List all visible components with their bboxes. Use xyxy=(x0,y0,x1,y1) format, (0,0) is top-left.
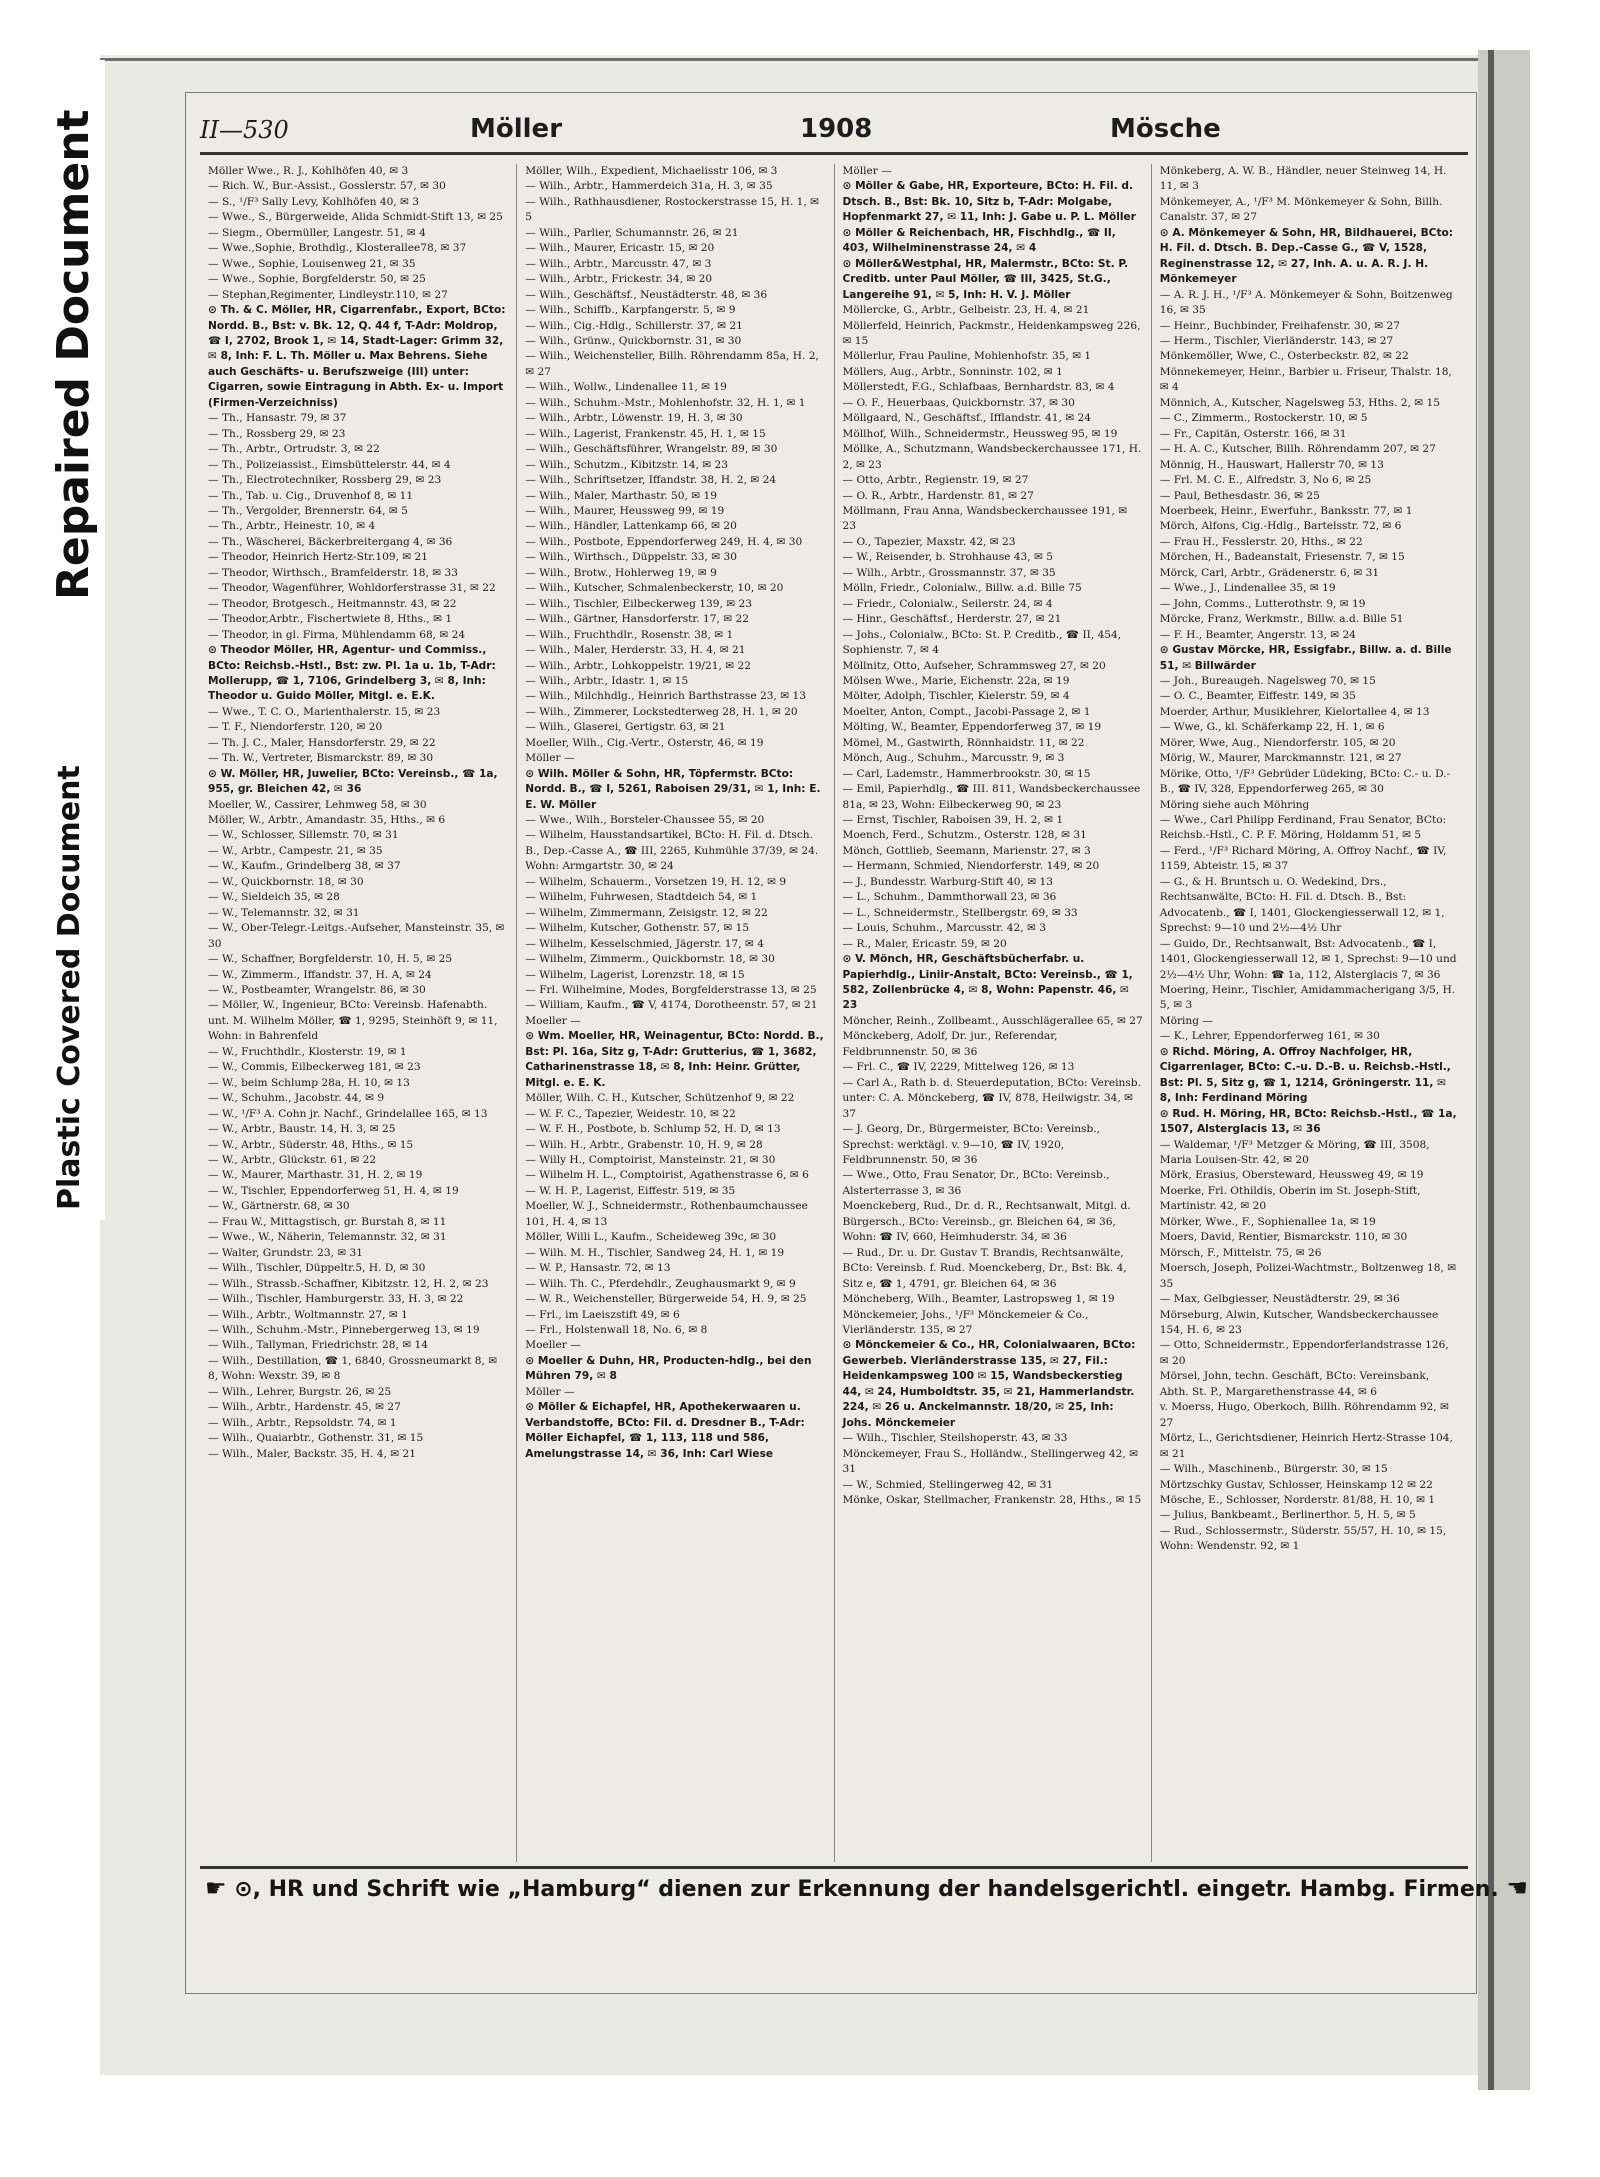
directory-entry: — Wilh., Maler, Marthastr. 50, ✉ 19 xyxy=(525,489,717,502)
header-last-name: Mösche xyxy=(1110,114,1221,144)
directory-entry: — Wilh., Postbote, Eppendorferweg 249, H. 4, ✉ 30 xyxy=(525,535,803,548)
page-footer xyxy=(205,1874,1528,1914)
directory-entry: Mönnich, A., Kutscher, Nagelsweg 53, Hths. 2, ✉ 15 xyxy=(1159,396,1440,409)
directory-entry: ⊙ Th. & C. Möller, HR, Cigarrenfabr., Export, BCto: Nordd. B., Bst: v. Bk. 12, Q. 44 f, T-Adr: Moldrop, ☎ I, 2702, Brook 1, ✉ 14, Stadt-Lager: Grimm 32, ✉ 8, Inh: F. L. Th. Möller u. Max Behrens. Siehe auch Geschäfts- u. Berufszweige (III) unter: Cigarren, sowie Eintragung in Abth. Ex- u. Import (Firmen-Verzeichniss) xyxy=(208,304,506,409)
directory-entry: — Wwe., Carl Philipp Ferdinand, Frau Senator, BCto: Reichsb.-Hstl., C. P. F. Möring, Holdamm 51, ✉ 5 xyxy=(1159,814,1447,842)
directory-entry: Möllerfeld, Heinrich, Packmstr., Heidenkampsweg 226, ✉ 15 xyxy=(842,319,1141,347)
directory-entry: — Wilh., Schuhm.-Mstr., Pinnebergerweg 13, ✉ 19 xyxy=(208,1323,480,1336)
directory-entry: Mörsch, F., Mittelstr. 75, ✉ 26 xyxy=(1159,1246,1322,1259)
directory-entry: Mörtz, L., Gerichtsdiener, Heinrich Hertz-Strasse 104, ✉ 21 xyxy=(1159,1432,1453,1460)
right-scan-edge xyxy=(1488,50,1494,2090)
directory-entry: — O. C., Beamter, Eiffestr. 149, ✉ 35 xyxy=(1159,690,1356,703)
directory-entry: Möllhof, Wilh., Schneidermstr., Heussweg 95, ✉ 19 xyxy=(842,427,1118,440)
directory-entry: — Wilh., Glaserei, Gertigstr. 63, ✉ 21 xyxy=(525,721,726,734)
directory-entry: — Frl. M. C. E., Alfredstr. 3, No 6, ✉ 25 xyxy=(1159,474,1372,487)
directory-entry: — Julius, Bankbeamt., Berlinerthor. 5, H. 5, ✉ 5 xyxy=(1159,1509,1416,1522)
directory-entry: — Th., Tab. u. Cig., Druvenhof 8, ✉ 11 xyxy=(208,489,414,502)
header-first-name: Möller xyxy=(470,114,563,144)
scan-top-edge xyxy=(100,58,1500,61)
directory-entry: — Wilh., Schuhm.-Mstr., Mohlenhofstr. 32, H. 1, ✉ 1 xyxy=(525,396,806,409)
directory-entry: Mönch, Gottlieb, Seemann, Marienstr. 27, ✉ 3 xyxy=(842,844,1091,857)
directory-entry: — W., Ober-Telegr.-Leitgs.-Aufseher, Mansteinstr. 35, ✉ 30 xyxy=(208,922,505,950)
directory-entry: — W., Maurer, Marthastr. 31, H. 2, ✉ 19 xyxy=(208,1169,423,1182)
directory-entry: — Wwe., J., Lindenallee 35, ✉ 19 xyxy=(1159,582,1336,595)
directory-entry: — W. H. P., Lagerist, Eiffestr. 519, ✉ 35 xyxy=(525,1184,736,1197)
directory-entry: Moering, Heinr., Tischler, Amidammacherigang 3/5, H. 5, ✉ 3 xyxy=(1159,984,1456,1012)
directory-entry: — Wilh., Fruchthdlr., Rosenstr. 38, ✉ 1 xyxy=(525,628,734,641)
directory-entry: Möllercke, G., Arbtr., Gelbeistr. 23, H. 4, ✉ 21 xyxy=(842,304,1090,317)
directory-entry: — L., Schuhm., Dammthorwall 23, ✉ 36 xyxy=(842,891,1057,904)
directory-entry: — Wilh., Wollw., Lindenallee 11, ✉ 19 xyxy=(525,381,727,394)
directory-entry: — Möller, W., Ingenieur, BCto: Vereinsb. Hafenabth. unt. M. Wilhelm Möller, ☎ 1, 9295, Steinhöft 9, ✉ 11, Wohn: in Bahrenfeld xyxy=(208,999,498,1043)
directory-entry: — Wilh., Zimmerer, Lockstedterweg 28, H. 1, ✉ 20 xyxy=(525,705,798,718)
directory-entry: — Wilh., Maler, Backstr. 35, H. 4, ✉ 21 xyxy=(208,1447,416,1460)
directory-entry: — L., Schneidermstr., Stellbergstr. 69, ✉ 33 xyxy=(842,906,1078,919)
directory-entry: — Wilhelm, Kutscher, Gothenstr. 57, ✉ 15 xyxy=(525,922,750,935)
directory-entry: — Wilh. Th. C., Pferdehdlr., Zeughausmarkt 9, ✉ 9 xyxy=(525,1277,796,1290)
directory-entry: Mönckemeier, Johs., ¹/F³ Mönckemeier & Co., Vierländerstr. 135, ✉ 27 xyxy=(842,1308,1089,1336)
directory-entry: — Wilh., Lehrer, Burgstr. 26, ✉ 25 xyxy=(208,1385,392,1398)
directory-entry: — W., Arbtr., Campestr. 21, ✉ 35 xyxy=(208,844,383,857)
directory-entry: — H. A. C., Kutscher, Billh. Röhrendamm 207, ✉ 27 xyxy=(1159,443,1436,456)
directory-entry: — Theodor, Brotgesch., Heitmannstr. 43, ✉ 22 xyxy=(208,597,457,610)
directory-entry: Moenckeberg, Rud., Dr. d. R., Rechtsanwalt, Mitgl. d. Bürgersch., BCto: Vereinsb., gr. Bleichen 64, ✉ 36, Wohn: ☎ IV, 660, Heimhuderstr. 34, ✉ 36 xyxy=(842,1200,1131,1244)
directory-entry: — Wwe.,Sophie, Brothdlg., Klosterallee78, ✉ 37 xyxy=(208,242,467,255)
directory-entry: — Wilh., Maurer, Heussweg 99, ✉ 19 xyxy=(525,504,725,517)
directory-entry: — Wilh., Quaiarbtr., Gothenstr. 31, ✉ 15 xyxy=(208,1432,424,1445)
directory-entry: — Th., Polizeiassist., Eimsbüttelerstr. 44, ✉ 4 xyxy=(208,458,451,471)
directory-entry: Mölln, Friedr., Colonialw., Billw. a.d. Bille 75 xyxy=(842,582,1082,595)
directory-entry: ⊙ Moeller & Duhn, HR, Producten-hdlg., bei den Mühren 79, ✉ 8 xyxy=(525,1354,812,1383)
directory-entry: — Wilh., Tischler, Steilshoperstr. 43, ✉ 33 xyxy=(842,1432,1068,1445)
directory-entry: — Th., Wäscherei, Bäckerbreitergang 4, ✉ 36 xyxy=(208,535,453,548)
directory-entry: — Hinr., Geschäftsf., Herderstr. 27, ✉ 21 xyxy=(842,613,1062,626)
directory-entry: ⊙ Möller&Westphal, HR, Malermstr., BCto: St. P. Creditb. unter Paul Möller, ☎ III, 3425, St.G., Langereihe 91, ✉ 5, Inh: H. V. J. Möller xyxy=(842,257,1129,301)
directory-entry: — W., Reisender, b. Strohhause 43, ✉ 5 xyxy=(842,551,1053,564)
directory-entry: Möller — xyxy=(525,752,575,765)
directory-entry: — Wilhelm, Zimmerm., Quickbornstr. 18, ✉ 30 xyxy=(525,953,775,966)
directory-entry: — O. R., Arbtr., Hardenstr. 81, ✉ 27 xyxy=(842,489,1034,502)
directory-entry: — Wilhelm H. L., Comptoirist, Agathenstrasse 6, ✉ 6 xyxy=(525,1169,809,1182)
directory-entry: — Wilh., Tischler, Eilbeckerweg 139, ✉ 23 xyxy=(525,597,752,610)
directory-entry: Möller — xyxy=(525,1385,575,1398)
directory-entry: — W., Commis, Eilbeckerweg 181, ✉ 23 xyxy=(208,1061,421,1074)
directory-entry: Möncheberg, Wilh., Beamter, Lastropsweg 1, ✉ 19 xyxy=(842,1293,1115,1306)
directory-entry: Möllers, Aug., Arbtr., Sonninstr. 102, ✉ 1 xyxy=(842,365,1063,378)
directory-entry: Möllnitz, Otto, Aufseher, Schrammsweg 27, ✉ 20 xyxy=(842,659,1106,672)
directory-entry: — F. H., Beamter, Angerstr. 13, ✉ 24 xyxy=(1159,628,1356,641)
directory-entry: — Wilh., Wirthsch., Düppelstr. 33, ✉ 30 xyxy=(525,551,737,564)
directory-entry: — A. R. J. H., ¹/F³ A. Mönkemeyer & Sohn, Boitzenweg 16, ✉ 35 xyxy=(1159,288,1453,317)
directory-entry: Möllgaard, N., Geschäftsf., Ifflandstr. 41, ✉ 24 xyxy=(842,412,1091,425)
directory-entry: — Wilh., Händler, Lattenkamp 66, ✉ 20 xyxy=(525,520,737,533)
directory-entry: Mörcke, Franz, Werkmstr., Billw. a.d. Bille 51 xyxy=(1159,613,1404,626)
directory-entry: — J. Georg, Dr., Bürgermeister, BCto: Vereinsb., Sprechst: werktägl. v. 9—10, ☎ IV, 1920, Feldbrunnenstr. 50, ✉ 36 xyxy=(842,1123,1100,1166)
directory-entry: — W., Telemannstr. 32, ✉ 31 xyxy=(208,906,360,919)
directory-entry: Mölsen Wwe., Marie, Eichenstr. 22a, ✉ 19 xyxy=(842,674,1070,687)
directory-entry: Möller Wwe., R. J., Kohlhöfen 40, ✉ 3 xyxy=(208,165,409,177)
directory-entry: Mörker, Wwe., F., Sophienallee 1a, ✉ 19 xyxy=(1159,1215,1376,1228)
directory-entry: — Carl A., Rath b. d. Steuerdeputation, BCto: Vereinsb. unter: C. A. Mönckeberg, ☎ IV, 878, Heilwigstr. 34, ✉ 37 xyxy=(842,1076,1141,1120)
directory-entry: — Siegm., Obermüller, Langestr. 51, ✉ 4 xyxy=(208,226,426,239)
directory-entry: — W., beim Schlump 28a, H. 10, ✉ 13 xyxy=(208,1076,410,1089)
directory-entry: Möllerstedt, F.G., Schlafbaas, Bernhardstr. 83, ✉ 4 xyxy=(842,381,1115,394)
directory-entry: — William, Kaufm., ☎ V, 4174, Dorotheenstr. 57, ✉ 21 xyxy=(525,999,818,1012)
directory-entry: — Wwe, G., kl. Schäferkamp 22, H. 1, ✉ 6 xyxy=(1159,721,1385,734)
directory-entry: Möller, Willi L., Kaufm., Scheideweg 39c, ✉ 30 xyxy=(525,1231,777,1244)
directory-entry: — Wilh., Maler, Herderstr. 33, H. 4, ✉ 21 xyxy=(525,644,746,657)
directory-entry: ⊙ Möller & Reichenbach, HR, Fischhdlg., ☎ II, 403, Wilhelminenstrasse 24, ✉ 4 xyxy=(842,226,1116,255)
directory-entry: — W., Sieldeich 35, ✉ 28 xyxy=(208,891,340,904)
directory-entry: — Theodor, Wirthsch., Bramfelderstr. 18, ✉ 33 xyxy=(208,566,458,579)
header-year: 1908 xyxy=(800,114,873,144)
directory-entry: — J., Bundesstr. Warburg-Stift 40, ✉ 13 xyxy=(842,875,1053,888)
directory-entry: — Wwe., T. C. O., Marienthalerstr. 15, ✉ 23 xyxy=(208,705,441,718)
side-banner xyxy=(0,60,105,1220)
directory-entry: Möller, Wilh., Expedient, Michaelisstr 106, ✉ 3 xyxy=(525,165,778,177)
directory-entry: — C., Zimmerm., Rostockerstr. 10, ✉ 5 xyxy=(1159,412,1368,425)
directory-entry: — Herm., Tischler, Vierländerstr. 143, ✉ 27 xyxy=(1159,334,1394,347)
directory-entry: — Wilh., Arbtr., Repsoldstr. 74, ✉ 1 xyxy=(208,1416,397,1429)
directory-entry: Mömel, M., Gastwirth, Rönnhaidstr. 11, ✉ 22 xyxy=(842,736,1085,749)
directory-entry: — Guido, Dr., Rechtsanwalt, Bst: Advocatenb., ☎ I, 1401, Glockengiesserwall 12, ✉ 1, Sprechst: 9—10 und 2½—4½ Uhr, Wohn: ☎ 1a, 112, Alsterglacis 7, ✉ 36 xyxy=(1159,937,1457,981)
directory-entry: — Wilh., Arbtr., Löwenstr. 19, H. 3, ✉ 30 xyxy=(525,412,743,425)
directory-entry: Mönkeberg, A. W. B., Händler, neuer Steinweg 14, H. 11, ✉ 3 xyxy=(1159,165,1447,193)
directory-entry: — Waldemar, ¹/F³ Metzger & Möring, ☎ III, 3508, Maria Louisen-Str. 42, ✉ 20 xyxy=(1159,1138,1430,1166)
directory-entry: — W. F. C., Tapezier, Weidestr. 10, ✉ 22 xyxy=(525,1107,736,1120)
directory-entry: ⊙ Möller & Eichapfel, HR, Apothekerwaaren u. Verbandstoffe, BCto: Fil. d. Dresdner B., T-Adr: Möller Eichapfel, ☎ 1, 113, 118 und 586, Amelungstrasse 14, ✉ 36, Inh: Carl Wiese xyxy=(525,1401,805,1460)
directory-entry: — Theodor, Heinrich Hertz-Str.109, ✉ 21 xyxy=(208,551,429,564)
directory-entry: — Wwe., Otto, Frau Senator, Dr., BCto: Vereinsb., Alsterterrasse 3, ✉ 36 xyxy=(842,1169,1110,1197)
directory-entry: — Wilh., Arbtr., Lohkoppelstr. 19/21, ✉ 22 xyxy=(525,659,751,672)
directory-entry: Möring — xyxy=(1159,1014,1213,1027)
directory-entry: Möncher, Reinh., Zollbeamt., Ausschlägerallee 65, ✉ 27 xyxy=(842,1014,1143,1027)
column-3 xyxy=(834,164,1151,1862)
directory-entry: — Wilhelm, Schauerm., Vorsetzen 19, H. 12, ✉ 9 xyxy=(525,875,787,888)
footer-rule xyxy=(200,1866,1468,1869)
directory-entry: Mönckemeyer, Frau S., Holländw., Stellingerweg 42, ✉ 31 xyxy=(842,1447,1138,1476)
directory-entry: — Frau H., Fesslerstr. 20, Hths., ✉ 22 xyxy=(1159,535,1363,548)
directory-entry: — Wilh. H., Arbtr., Grabenstr. 10, H. 9, ✉ 28 xyxy=(525,1138,763,1151)
directory-entry: — K., Lehrer, Eppendorferweg 161, ✉ 30 xyxy=(1159,1030,1380,1043)
directory-entry: Möllmann, Frau Anna, Wandsbeckerchaussee 191, ✉ 23 xyxy=(842,504,1128,533)
directory-entry: — Wilh., Arbtr., Hardenstr. 45, ✉ 27 xyxy=(208,1401,401,1414)
directory-entry: — Wilh., Parlier, Schumannstr. 26, ✉ 21 xyxy=(525,226,739,239)
directory-entry: — W., Tischler, Eppendorferweg 51, H. 4, ✉ 19 xyxy=(208,1184,459,1197)
directory-entry: — Wwe., Sophie, Borgfelderstr. 50, ✉ 25 xyxy=(208,273,426,286)
directory-entry: ⊙ Gustav Mörcke, HR, Essigfabr., Billw. a. d. Bille 51, ✉ Billwärder xyxy=(1159,644,1452,672)
directory-entry: — W., Arbtr., Baustr. 14, H. 3, ✉ 25 xyxy=(208,1123,396,1136)
directory-entry: — John, Comms., Lutterothstr. 9, ✉ 19 xyxy=(1159,597,1366,610)
directory-entry: Moerke, Frl. Othildis, Oberin im St. Joseph-Stift, Martinistr. 42, ✉ 20 xyxy=(1159,1184,1421,1213)
directory-entry: Möllke, A., Schutzmann, Wandsbeckerchaussee 171, H. 2, ✉ 23 xyxy=(842,443,1142,471)
directory-columns xyxy=(200,164,1468,1862)
directory-entry: — T. F., Niendorferstr. 120, ✉ 20 xyxy=(208,721,383,734)
directory-entry: Mörsel, John, techn. Geschäft, BCto: Vereinsbank, Abth. St. P., Margarethenstrasse 44, ✉ 6 xyxy=(1159,1370,1430,1398)
directory-entry: ⊙ W. Möller, HR, Juwelier, BCto: Vereinsb., ☎ 1a, 955, gr. Bleichen 42, ✉ 36 xyxy=(208,767,498,796)
plastic-covered-label: Plastic Covered Document xyxy=(52,765,87,1210)
column-2 xyxy=(516,164,833,1862)
directory-entry: — W., ¹/F³ A. Cohn jr. Nachf., Grindelallee 165, ✉ 13 xyxy=(208,1107,488,1120)
directory-entry: — Joh., Bureaugeh. Nagelsweg 70, ✉ 15 xyxy=(1159,674,1376,687)
directory-entry: — W. R., Weichensteller, Bürgerweide 54, H. 9, ✉ 25 xyxy=(525,1293,807,1306)
directory-entry: — W., Postbeamter, Wrangelstr. 86, ✉ 30 xyxy=(208,984,426,997)
directory-entry: — Wilh., Cig.-Hdlg., Schillerstr. 37, ✉ 21 xyxy=(525,319,743,332)
directory-entry: — Otto, Schneidermstr., Eppendorferlandstrasse 126, ✉ 20 xyxy=(1159,1339,1449,1367)
directory-entry: — Louis, Schuhm., Marcusstr. 42, ✉ 3 xyxy=(842,922,1047,935)
directory-entry: Möller, Wilh. C. H., Kutscher, Schützenhof 9, ✉ 22 xyxy=(525,1092,795,1105)
directory-entry: Mönckeberg, Adolf, Dr. jur., Referendar, Feldbrunnenstr. 50, ✉ 36 xyxy=(842,1030,1058,1058)
directory-entry: — Wilh., Arbtr., Idastr. 1, ✉ 15 xyxy=(525,674,689,687)
directory-entry: — G., & H. Bruntsch u. O. Wedekind, Drs., Rechtsanwälte, BCto: H. Fil. d. Dtsch. B., Bst: Advocatenb., ☎ I, 1401, Glockengiesserwall 12, ✉ 1, Sprechst: 9—10 und 2½—4½ Uhr xyxy=(1159,875,1445,935)
directory-entry: — Hermann, Schmied, Niendorferstr. 149, ✉ 20 xyxy=(842,860,1100,873)
directory-entry: — Ferd., ¹/F³ Richard Möring, A. Offroy Nachf., ☎ IV, 1159, Abteistr. 15, ✉ 37 xyxy=(1159,844,1447,873)
directory-entry: — S., ¹/F³ Sally Levy, Kohlhöfen 40, ✉ 3 xyxy=(208,195,420,208)
directory-entry: — Ernst, Tischler, Raboisen 39, H. 2, ✉ 1 xyxy=(842,814,1064,827)
directory-entry: Moerder, Arthur, Musiklehrer, Kielortallee 4, ✉ 13 xyxy=(1159,705,1430,718)
directory-entry: — Wilh., Grünw., Quickbornstr. 31, ✉ 30 xyxy=(525,334,742,347)
directory-entry: Mörig, W., Maurer, Marckmannstr. 121, ✉ 27 xyxy=(1159,752,1402,765)
directory-entry: Moelter, Anton, Compt., Jacobi-Passage 2, ✉ 1 xyxy=(842,705,1091,718)
directory-entry: — Rud., Dr. u. Dr. Gustav T. Brandis, Rechtsanwälte, BCto: Vereinsb. f. Rud. Moenckeberg, Dr., Bst: Bk. 4, Sitz e, ☎ 1, 4791, gr. Bleichen 64, ✉ 36 xyxy=(842,1246,1127,1290)
directory-entry: — Rud., Schlossermstr., Süderstr. 55/57, H. 10, ✉ 15, Wohn: Wendenstr. 92, ✉ 1 xyxy=(1159,1524,1447,1553)
directory-entry: — Paul, Bethesdastr. 36, ✉ 25 xyxy=(1159,489,1320,502)
directory-entry: — Johs., Colonialw., BCto: St. P. Creditb., ☎ II, 454, Sophienstr. 7, ✉ 4 xyxy=(842,628,1122,657)
directory-entry: ⊙ Möller & Gabe, HR, Exporteure, BCto: H. Fil. d. Dtsch. B., Bst: Bk. 10, Sitz b, T-Adr: Molgabe, Hopfenmarkt 27, ✉ 11, Inh: J. Gabe u. P. L. Möller xyxy=(842,180,1136,224)
directory-entry: Moeller, W. J., Schneidermstr., Rothenbaumchaussee 101, H. 4, ✉ 13 xyxy=(525,1200,808,1228)
directory-entry: — W., Schaffner, Borgfelderstr. 10, H. 5, ✉ 25 xyxy=(208,953,453,966)
directory-entry: Mönnekemeyer, Heinr., Barbier u. Friseur, Thalstr. 18, ✉ 4 xyxy=(1159,365,1452,394)
directory-entry: — W., Kaufm., Grindelberg 38, ✉ 37 xyxy=(208,860,401,873)
directory-entry: — Max, Gelbgiesser, Neustädterstr. 29, ✉ 36 xyxy=(1159,1293,1400,1306)
directory-entry: — Wilh., Geschäftsf., Neustädterstr. 48, ✉ 36 xyxy=(525,288,768,301)
directory-entry: Mörer, Wwe, Aug., Niendorferstr. 105, ✉ 20 xyxy=(1159,736,1396,749)
directory-entry: Moeller, Wilh., Cig.-Vertr., Osterstr, 46, ✉ 19 xyxy=(525,736,764,749)
directory-entry: ⊙ Rud. H. Möring, HR, BCto: Reichsb.-Hstl., ☎ 1a, 1507, Alsterglacis 13, ✉ 36 xyxy=(1159,1107,1457,1136)
directory-entry: — Friedr., Colonialw., Seilerstr. 24, ✉ 4 xyxy=(842,597,1053,610)
directory-entry: — Th., Arbtr., Ortrudstr. 3, ✉ 22 xyxy=(208,443,380,456)
footer-note: ⊙, HR und Schrift wie „Hamburg“ dienen zur Erkennung der handelsgerichtl. eingetr. Hambg. Firmen. xyxy=(234,1877,1499,1902)
directory-entry: — Wwe., Sophie, Louisenweg 21, ✉ 35 xyxy=(208,257,416,270)
directory-entry: Moers, David, Rentier, Bismarckstr. 110, ✉ 30 xyxy=(1159,1231,1408,1244)
directory-entry: — W., Quickbornstr. 18, ✉ 30 xyxy=(208,875,364,888)
directory-entry: — W., Zimmerm., Iffandstr. 37, H. A, ✉ 24 xyxy=(208,968,432,981)
directory-entry: — Frl. Wilhelmine, Modes, Borgfelderstrasse 13, ✉ 25 xyxy=(525,984,817,997)
directory-entry: — Frl. C., ☎ IV, 2229, Mittelweg 126, ✉ 13 xyxy=(842,1061,1075,1074)
directory-entry: — Wwe., S., Bürgerweide, Alida Schmidt-Stift 13, ✉ 25 xyxy=(208,211,503,224)
directory-entry: — Theodor,Arbtr., Fischertwiete 8, Hths., ✉ 1 xyxy=(208,613,453,626)
directory-entry: — W., Gärtnerstr. 68, ✉ 30 xyxy=(208,1200,350,1213)
directory-entry: — W. P., Hansastr. 72, ✉ 13 xyxy=(525,1262,671,1275)
directory-entry: — Wilh., Weichensteller, Billh. Röhrendamm 85a, H. 2, ✉ 27 xyxy=(525,350,819,378)
directory-entry: — Wilh., Arbtr., Marcusstr. 47, ✉ 3 xyxy=(525,257,712,270)
directory-entry: — Wilh., Arbtr., Grossmannstr. 37, ✉ 35 xyxy=(842,566,1056,579)
directory-entry: — Th., Vergolder, Brennerstr. 64, ✉ 5 xyxy=(208,504,408,517)
directory-entry: — W. F. H., Postbote, b. Schlump 52, H. D, ✉ 13 xyxy=(525,1123,781,1136)
directory-entry: Möller — xyxy=(842,165,892,177)
right-scan-strip xyxy=(1478,50,1530,2090)
directory-entry: — Th., Hansastr. 79, ✉ 37 xyxy=(208,412,347,425)
directory-entry: Mörseburg, Alwin, Kutscher, Wandsbeckerchaussee 154, H. 6, ✉ 23 xyxy=(1159,1308,1439,1336)
directory-entry: Moersch, Joseph, Polizei-Wachtmstr., Boltzenweg 18, ✉ 35 xyxy=(1159,1262,1457,1290)
directory-entry: — Wilh., Tischler, Düppeltr.5, H. D, ✉ 30 xyxy=(208,1262,426,1275)
directory-entry: ⊙ Wilh. Möller & Sohn, HR, Töpfermstr. BCto: Nordd. B., ☎ I, 5261, Raboisen 29/31, ✉ 1, Inh: E. E. W. Möller xyxy=(525,767,821,811)
page-number: II—530 xyxy=(200,116,289,144)
directory-entry: — Wilh., Destillation, ☎ 1, 6840, Grossneumarkt 8, ✉ 8, Wohn: Wexstr. 39, ✉ 8 xyxy=(208,1354,498,1383)
directory-entry: Möller, W., Arbtr., Amandastr. 35, Hths., ✉ 6 xyxy=(208,814,446,827)
directory-entry: Mönch, Aug., Schuhm., Marcusstr. 9, ✉ 3 xyxy=(842,752,1065,765)
directory-entry: — Theodor, Wagenführer, Wohldorferstrasse 31, ✉ 22 xyxy=(208,582,496,595)
pointing-hand-left-icon: ☛ xyxy=(205,1874,227,1902)
directory-entry: Möring siehe auch Möhring xyxy=(1159,798,1310,811)
directory-entry: — O. F., Heuerbaas, Quickbornstr. 37, ✉ 30 xyxy=(842,396,1075,409)
directory-entry: — Wwe., Wilh., Borsteler-Chaussee 55, ✉ 20 xyxy=(525,814,765,827)
directory-entry: Moeller — xyxy=(525,1339,581,1352)
header-rule xyxy=(200,152,1468,155)
directory-entry: — Rich. W., Bur.-Assist., Gosslerstr. 57, ✉ 30 xyxy=(208,180,446,193)
directory-entry: ⊙ A. Mönkemeyer & Sohn, HR, Bildhauerei, BCto: H. Fil. d. Dtsch. B. Dep.-Casse G., ☎ V, 1528, Reginenstrasse 12, ✉ 27, Inh. A. u. A. R. J. H. Mönkemeyer xyxy=(1159,226,1454,286)
directory-entry: — Frl., im Laeiszstift 49, ✉ 6 xyxy=(525,1308,680,1321)
directory-entry: Mölter, Adolph, Tischler, Kielerstr. 59, ✉ 4 xyxy=(842,690,1070,703)
directory-entry: Moeller, W., Cassirer, Lehmweg 58, ✉ 30 xyxy=(208,798,427,811)
directory-entry: ⊙ Wm. Moeller, HR, Weinagentur, BCto: Nordd. B., Bst: Pl. 16a, Sitz g, T-Adr: Grutterius, ☎ 1, 3682, Catharinenstrasse 18, ✉ 8, Inh: Heinr. Grütter, Mitgl. e. E. K. xyxy=(525,1030,824,1089)
directory-entry: — Wilh., Schiffb., Karpfangerstr. 5, ✉ 9 xyxy=(525,304,736,317)
directory-entry: — Wilh., Schriftsetzer, Iffandstr. 38, H. 2, ✉ 24 xyxy=(525,474,777,487)
repaired-document-label: Repaired Document xyxy=(48,109,99,600)
directory-entry: Mölting, W., Beamter, Eppendorferweg 37, ✉ 19 xyxy=(842,721,1102,734)
directory-entry: — W., Arbtr., Süderstr. 48, Hths., ✉ 15 xyxy=(208,1138,414,1151)
directory-entry: Möllerlur, Frau Pauline, Mohlenhofstr. 35, ✉ 1 xyxy=(842,350,1092,363)
directory-entry: — Th. J. C., Maler, Hansdorferstr. 29, ✉ 22 xyxy=(208,736,436,749)
directory-entry: Mörk, Erasius, Obersteward, Heussweg 49, ✉ 19 xyxy=(1159,1169,1424,1182)
directory-entry: — Th., Arbtr., Heinestr. 10, ✉ 4 xyxy=(208,520,376,533)
directory-entry: Mönkemeyer, A., ¹/F³ M. Mönkemeyer & Sohn, Billh. Canalstr. 37, ✉ 27 xyxy=(1159,195,1443,224)
directory-entry: — Wilh., Kutscher, Schmalenbeckerstr, 10, ✉ 20 xyxy=(525,582,784,595)
directory-entry: — W., Schuhm., Jacobstr. 44, ✉ 9 xyxy=(208,1092,385,1105)
directory-entry: — Wilhelm, Lagerist, Lorenzstr. 18, ✉ 15 xyxy=(525,968,745,981)
directory-entry: — Th., Rossberg 29, ✉ 23 xyxy=(208,427,346,440)
directory-entry: — Wilh., Maschinenb., Bürgerstr. 30, ✉ 15 xyxy=(1159,1463,1388,1476)
directory-entry: — Walter, Grundstr. 23, ✉ 31 xyxy=(208,1246,364,1259)
directory-entry: — W., Schmied, Stellingerweg 42, ✉ 31 xyxy=(842,1478,1054,1491)
directory-entry: — Wilh., Lagerist, Frankenstr. 45, H. 1, ✉ 15 xyxy=(525,427,766,440)
directory-entry: ⊙ Theodor Möller, HR, Agentur- und Commiss., BCto: Reichsb.-Hstl., Bst: zw. Pl. 1a u. 1b, T-Adr: Mollerupp, ☎ 1, 7106, Grindelberg 3, ✉ 8, Inh: Theodor u. Guido Möller, Mitgl. e. E.K. xyxy=(208,644,496,703)
directory-entry: — Wilhelm, Zimmermann, Zeisigstr. 12, ✉ 22 xyxy=(525,906,768,919)
directory-entry: — Wilh., Schutzm., Kibitzstr. 14, ✉ 23 xyxy=(525,458,729,471)
directory-entry: Mörchen, H., Badeanstalt, Friesenstr. 7, ✉ 15 xyxy=(1159,551,1405,564)
directory-entry: — Frl., Holstenwall 18, No. 6, ✉ 8 xyxy=(525,1323,708,1336)
directory-entry: — Wilh., Brotw., Hohlerweg 19, ✉ 9 xyxy=(525,566,717,579)
directory-entry: — W., Schlosser, Sillemstr. 70, ✉ 31 xyxy=(208,829,399,842)
directory-entry: Mörck, Carl, Arbtr., Grädenerstr. 6, ✉ 31 xyxy=(1159,566,1380,579)
directory-entry: — Emil, Papierhdlg., ☎ III. 811, Wandsbeckerchaussee 81a, ✉ 23, Wohn: Eilbeckerweg 90, ✉ 23 xyxy=(842,783,1141,811)
directory-entry: — Wwe., W., Näherin, Telemannstr. 32, ✉ 31 xyxy=(208,1231,447,1244)
directory-entry: ⊙ V. Mönch, HR, Geschäftsbücherfabr. u. Papierhdlg., Liniir-Anstalt, BCto: Vereinsb., ☎ 1, 582, Zollenbrücke 4, ✉ 8, Wohn: Papenstr. 46, ✉ 23 xyxy=(842,953,1133,1012)
column-4 xyxy=(1151,164,1468,1862)
directory-entry: ⊙ Mönckemeier & Co., HR, Colonialwaaren, BCto: Gewerbeb. Vierländerstrasse 135, ✉ 27, Fil.: Heidenkampsweg 100 ✉ 15, Wandsbeckerstieg 44, ✉ 24, Humboldtstr. 35, ✉ 21, Hammerlandstr. 224, ✉ 26 u. Anckelmannstr. 18/20, ✉ 25, Inh: Johs. Mönckemeier xyxy=(842,1339,1136,1429)
directory-entry: Moench, Ferd., Schutzm., Osterstr. 128, ✉ 31 xyxy=(842,829,1087,842)
directory-entry: — W., Arbtr., Glückstr. 61, ✉ 22 xyxy=(208,1154,377,1166)
page-header xyxy=(200,110,1465,152)
directory-entry: — Willy H., Comptoirist, Mansteinstr. 21, ✉ 30 xyxy=(525,1154,776,1166)
directory-entry: — Frau W., Mittagstisch, gr. Burstah 8, ✉ 11 xyxy=(208,1215,447,1228)
column-1 xyxy=(200,164,516,1862)
directory-entry: Mörch, Alfons, Cig.-Hdlg., Bartelsstr. 72, ✉ 6 xyxy=(1159,520,1402,533)
directory-entry: Mönnig, H., Hauswart, Hallerstr 70, ✉ 13 xyxy=(1159,458,1384,471)
directory-entry: — Theodor, in gl. Firma, Mühlendamm 68, ✉ 24 xyxy=(208,628,466,641)
directory-entry: — Carl, Lademstr., Hammerbrookstr. 30, ✉ 15 xyxy=(842,767,1091,780)
directory-entry: — Wilh., Strassb.-Schaffner, Kibitzstr. 12, H. 2, ✉ 23 xyxy=(208,1277,489,1290)
directory-entry: v. Moerss, Hugo, Oberkoch, Billh. Röhrendamm 92, ✉ 27 xyxy=(1159,1401,1449,1429)
directory-entry: — Wilh., Arbtr., Frickestr. 34, ✉ 20 xyxy=(525,273,713,286)
directory-entry: — Wilh., Arbtr., Hammerdeich 31a, H. 3, ✉ 35 xyxy=(525,180,773,193)
directory-entry: — Fr., Capitän, Osterstr. 166, ✉ 31 xyxy=(1159,427,1347,440)
directory-entry: Mösche, E., Schlosser, Norderstr. 81/88, H. 10, ✉ 1 xyxy=(1159,1493,1436,1506)
directory-entry: — Wilh. M. H., Tischler, Sandweg 24, H. 1, ✉ 19 xyxy=(525,1246,785,1259)
directory-entry: — Wilhelm, Kesselschmied, Jägerstr. 17, ✉ 4 xyxy=(525,937,764,950)
directory-entry: — Heinr., Buchbinder, Freihafenstr. 30, ✉ 27 xyxy=(1159,319,1400,332)
directory-entry: — Wilhelm, Hausstandsartikel, BCto: H. Fil. d. Dtsch. B., Dep.-Casse A., ☎ III, 2265, Kuhmühle 37/39, ✉ 24. Wohn: Armgartstr. 30, ✉ 24 xyxy=(525,829,819,873)
directory-entry: Mönkemöller, Wwe, C., Osterbeckstr. 82, ✉ 22 xyxy=(1159,350,1409,363)
directory-entry: — Wilh., Geschäftsführer, Wrangelstr. 89, ✉ 30 xyxy=(525,443,778,456)
directory-entry: — R., Maler, Ericastr. 59, ✉ 20 xyxy=(842,937,1007,950)
directory-entry: — Wilh., Maurer, Ericastr. 15, ✉ 20 xyxy=(525,242,715,255)
directory-entry: — Wilh., Tischler, Hamburgerstr. 33, H. 3, ✉ 22 xyxy=(208,1293,464,1306)
directory-entry: — Wilhelm, Fuhrwesen, Stadtdeich 54, ✉ 1 xyxy=(525,891,758,904)
directory-entry: — Th., Electrotechniker, Rossberg 29, ✉ 23 xyxy=(208,474,442,487)
directory-entry: — Wilh., Arbtr., Woltmannstr. 27, ✉ 1 xyxy=(208,1308,408,1321)
directory-entry: — Wilh., Gärtner, Hansdorferstr. 17, ✉ 22 xyxy=(525,613,750,626)
directory-entry: Moerbeek, Heinr., Ewerfuhr., Banksstr. 77, ✉ 1 xyxy=(1159,504,1413,517)
directory-entry: Mörtzschky Gustav, Schlosser, Heinskamp 12 ✉ 22 xyxy=(1159,1478,1433,1491)
directory-entry: — Wilh., Milchhdlg., Heinrich Barthstrasse 23, ✉ 13 xyxy=(525,690,806,703)
directory-entry: — Wilh., Tallyman, Friedrichstr. 28, ✉ 14 xyxy=(208,1339,428,1352)
directory-entry: Mönke, Oskar, Stellmacher, Frankenstr. 28, Hths., ✉ 15 xyxy=(842,1493,1142,1506)
directory-entry: — Stephan,Regimenter, Lindleystr.110, ✉ 27 xyxy=(208,288,448,301)
directory-entry: — Wilh., Rathhausdiener, Rostockerstrasse 15, H. 1, ✉ 5 xyxy=(525,195,820,224)
directory-entry: — Th. W., Vertreter, Bismarckstr. 89, ✉ 30 xyxy=(208,752,434,765)
directory-entry: — W., Fruchthdlr., Klosterstr. 19, ✉ 1 xyxy=(208,1045,407,1058)
directory-entry: Moeller — xyxy=(525,1014,581,1027)
directory-entry: — Otto, Arbtr., Regienstr. 19, ✉ 27 xyxy=(842,474,1029,487)
directory-entry: ⊙ Richd. Möring, A. Offroy Nachfolger, HR, Cigarrenlager, BCto: C.-u. D.-B. u. Reichsb.-Hstl., Bst: Pl. 5, Sitz g, ☎ 1, 1214, Gröningerstr. 11, ✉ 8, Inh: Ferdinand Möring xyxy=(1159,1045,1451,1105)
directory-entry: Mörike, Otto, ¹/F³ Gebrüder Lüdeking, BCto: C.- u. D.-B., ☎ IV, 328, Eppendorferweg 265, ✉ 30 xyxy=(1159,767,1451,796)
pointing-hand-right-icon: ☚ xyxy=(1506,1874,1528,1902)
directory-entry: — O., Tapezier, Maxstr. 42, ✉ 23 xyxy=(842,535,1016,548)
